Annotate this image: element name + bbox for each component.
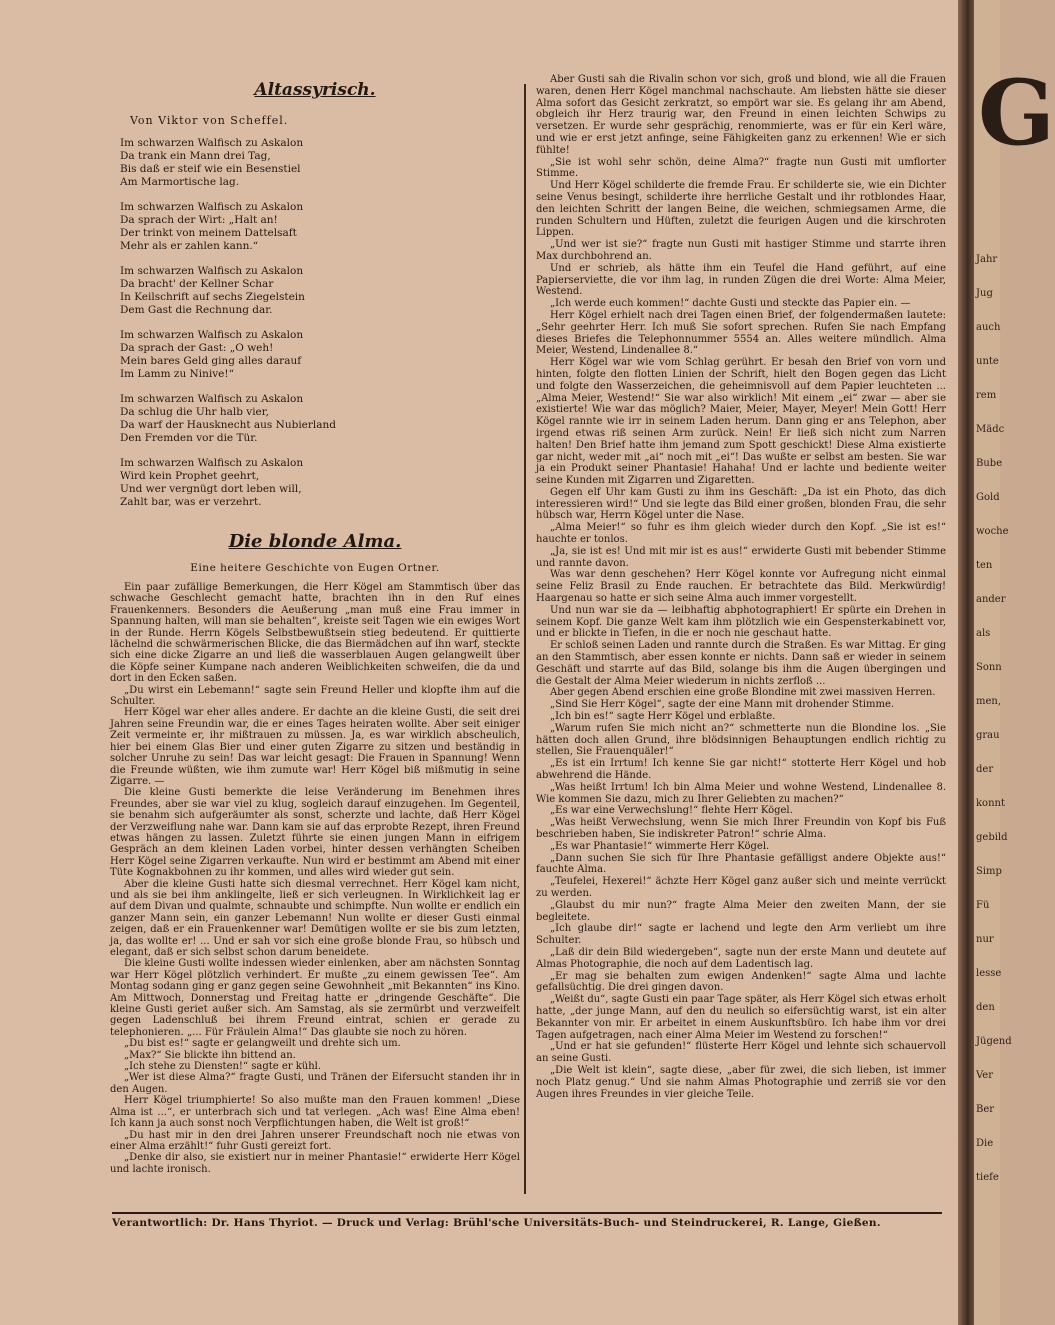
poem-line: Da schlug die Uhr halb vier, xyxy=(120,406,269,418)
adjacent-page-fragment: Sonn xyxy=(976,662,1002,673)
poem-line: Mein bares Geld ging alles darauf xyxy=(120,355,302,367)
adjacent-page-fragment: grau xyxy=(976,730,1000,741)
poem-line: Da bracht' der Kellner Schar xyxy=(120,278,274,290)
adjacent-page-fragment: konnt xyxy=(976,798,1005,809)
adjacent-page-fragment: Gold xyxy=(976,492,1000,503)
story-paragraph: Herr Kögel war wie vom Schlag gerührt. Er besah den Brief von vorn und hinten, folgte den flotten Linien der Schrift, hielt den Bogen gegen das Licht und folgte den Wasserzeichen, die geheimnisvoll auf dem Papier leuchteten ... „Alma Meier, Westend!“ Sie war also wirklich! Mit einem „ei“ zwar — aber sie existierte! Wie war das möglich? Maier, Meier, Mayer, Meyer! Mein Gott! Herr Kögel rannte wie irr in seinem Laden herum. Dann ging er ans Telephon, aber irgend etwas riß seinen Arm zurück. Nein! Er ließ sich nicht zum Narren halten! Den Brief hatte ihm jemand zum Spott geschickt! Diese Alma existierte gar nicht, weder mit „ai“ noch mit „ei“! Das wußte er selbst am besten. Sie war ja ein Produkt seiner Phantasie! Hahaha! Und er lachte und bediente weiter seine Kunden mit Zigarren und Zigaretten. xyxy=(536,357,946,487)
adjacent-page-edge xyxy=(974,0,1055,1325)
story-paragraph: „Alma Meier!“ so fuhr es ihm gleich wieder durch den Kopf. „Sie ist es!“ hauchte er tonlos. xyxy=(536,522,946,546)
story-paragraph: „Du hast mir in den drei Jahren unserer Freundschaft noch nie etwas von einer Alma erzählt!“ fuhr Gusti gereizt fort. xyxy=(110,1129,520,1152)
adjacent-page-fragment: gebild xyxy=(976,832,1008,843)
poem-line: Zahlt bar, was er verzehrt. xyxy=(120,496,262,508)
story-paragraph: „Ich bin es!“ sagte Herr Kögel und erblaßte. xyxy=(550,711,776,723)
story-paragraph: „Laß dir dein Bild wiedergeben“, sagte nun der erste Mann und deutete auf Almas Photographie, die noch auf dem Ladentisch lag. xyxy=(536,946,946,970)
poem-line: Bis daß er steif wie ein Besenstiel xyxy=(120,163,301,175)
poem-line: Da sprach der Gast: „O weh! xyxy=(120,342,274,354)
adjacent-page-fragment: nur xyxy=(976,934,994,945)
story-paragraph: „Ja, sie ist es! Und mit mir ist es aus!“ erwiderte Gusti mit bebender Stimme und rannte davon. xyxy=(536,545,946,569)
poem-stanza xyxy=(110,265,520,317)
story-paragraph: „Und wer ist sie?“ fragte nun Gusti mit hastiger Stimme und starrte ihren Max durchbohrend an. xyxy=(536,239,946,262)
story-subtitle: Eine heitere Geschichte von Eugen Ortner. xyxy=(190,562,440,574)
adjacent-page-fragment: ander xyxy=(976,594,1006,605)
story-paragraph: Aber Gusti sah die Rivalin schon vor sich, groß und blond, wie all die Frauen waren, denen Herr Kögel manchmal nachschaute. Am liebsten hätte sie dieser Alma sofort das Gesicht zerkratzt, so empört war sie. Es gelang ihr am Abend, obgleich ihr Herz traurig war, den Freund in einen leichten Schwips zu versetzen. Er wurde sehr gesprächig, renommierte, was er für ein Kerl wäre, und wie er erst jetzt anfinge, seine Fähigkeiten ganz zu erkennen! Wie er sich fühlte! xyxy=(536,74,946,156)
adjacent-page-fragment: Ver xyxy=(976,1070,994,1081)
story-paragraph: Er schloß seinen Laden und rannte durch die Straßen. Es war Mittag. Er ging an den Stammtisch, aber essen konnte er nichts. Dann saß er wieder in seinem Geschäft und starrte auf das Bild, solange bis ihm die Augen übergingen und die Gestalt der Alma Meier wiederum in nichts zerfloß ... xyxy=(536,640,947,687)
poem-stanza xyxy=(110,201,520,253)
adjacent-page-fragment: Mädc xyxy=(976,424,1005,435)
adjacent-page-fragment: men, xyxy=(976,696,1002,707)
adjacent-page-letter: G xyxy=(978,60,1055,166)
adjacent-page-fragment: als xyxy=(976,628,991,639)
story-paragraph: „Sie ist wohl sehr schön, deine Alma?“ fragte nun Gusti mit umflorter Stimme. xyxy=(536,156,946,180)
story-paragraph: „Du wirst ein Lebemann!“ sagte sein Freund Heller und klopfte ihm auf die Schulter. xyxy=(110,684,520,708)
adjacent-page-fragment: unte xyxy=(976,356,999,367)
story-paragraph: „Ich glaube dir!“ sagte er lachend und legte den Arm verliebt um ihre Schulter. xyxy=(536,923,946,947)
adjacent-page-fragment: woche xyxy=(976,526,1009,537)
poem-line: Im schwarzen Walfisch zu Askalon xyxy=(120,137,304,149)
story-text-right xyxy=(536,74,946,1100)
story-paragraph: Aber die kleine Gusti hatte sich diesmal verrechnet. Herr Kögel kam nicht, und als sie bei ihm anklingelte, ließ er sich verleugnen. In Wirklichkeit lag er auf dem Divan und qualmte, schnaubte und schimpfte. Nun wollte er endlich ein ganzer Mann sein, ein ganzer Lebemann! Nun wollte er dieser Gusti einmal zeigen, daß er ein Frauenkenner war! Demütigen wollte er sie bis zum letzten, ja, das wollte er! ... Und er sah vor sich eine große blonde Frau, so hübsch und elegant, daß er sich selbst schon darum beneidete. xyxy=(110,878,520,958)
story-paragraph: „Wer ist diese Alma?“ fragte Gusti, und Tränen der Eifersucht standen ihr in den Augen. xyxy=(110,1072,520,1095)
adjacent-page-fragment: Fü xyxy=(976,900,990,911)
adjacent-page-fragment: Die xyxy=(976,1138,994,1149)
poem-line: Den Fremden vor die Tür. xyxy=(120,432,258,444)
poem-line: Dem Gast die Rechnung dar. xyxy=(120,304,273,316)
story-paragraph: Die kleine Gusti wollte indessen wieder einlenken, aber am nächsten Sonntag war Herr Kögel plötzlich verhindert. Er mußte „zu einem gewissen Tee“. Am Montag sodann ging er ganz gegen seine Gewohnheit „mit Bekannten“ ins Kino. Am Mittwoch, Donnerstag und Freitag hatte er „dringende Geschäfte“. Die kleine Gusti geriet außer sich. Am Samstag, als sie zermürbt und verzweifelt gegen Ladenschluß bei ihrem Freund eintrat, schien er gerade zu telephonieren. „... Für Fräulein Alma!“ Das glaubte sie noch zu hören. xyxy=(110,958,521,1038)
story-paragraph: „Die Welt ist klein“, sagte diese, „aber für zwei, die sich lieben, ist immer noch Platz genug.“ Und sie nahm Almas Photographie und zerriß sie vor den Augen ihres Freundes in vier gleiche Teile. xyxy=(536,1064,946,1100)
story-paragraph: „Weißt du“, sagte Gusti ein paar Tage später, als Herr Kögel sich etwas erholt hatte, „der junge Mann, auf den du neulich so eifersüchtig warst, ist ein alter Bekannter von mir. Er arbeitet in einem Auskunftsbüro. Ich habe ihm vor drei Tagen aufgetragen, nach einer Alma Meier im Westend zu forschen!“ xyxy=(536,994,946,1041)
story-paragraph: „Denke dir also, sie existiert nur in meiner Phantasie!“ erwiderte Herr Kögel und lachte ironisch. xyxy=(110,1152,520,1175)
adjacent-page-fragment: Simp xyxy=(976,866,1002,877)
story-paragraph: Und er schrieb, als hätte ihm ein Teufel die Hand geführt, auf eine Papierserviette, die vor ihm lag, in runden Zügen die drei Worte: Alma Meier, Westend. xyxy=(536,262,946,298)
story-paragraph: Herr Kögel erhielt nach drei Tagen einen Brief, der folgendermaßen lautete: „Sehr geehrter Herr. Ich muß Sie sofort sprechen. Rufen Sie nach Empfang dieses Briefes die Telephonnummer 5554 an. Alles weitere mündlich. Alma Meier, Westend, Lindenallee 8.“ xyxy=(536,309,946,357)
story-paragraph: Herr Kögel war eher alles andere. Er dachte an die kleine Gusti, die seit drei Jahren seine Freundin war, die er eines Tages heiraten wollte. Aber seit einiger Zeit vermeinte er, ihr mißtrauen zu müssen. Ja, es war wirklich abscheulich, hier bei einem Glas Bier und einer guten Zigarre zu sitzen und beständig in solcher Unruhe zu sein! Das war leicht gesagt: Die Frauen in Spannung! Wenn die Freunde wüßten, wie ihm zumute war! Herr Kögel biß mißmutig in seine Zigarre. — xyxy=(110,707,520,787)
story-paragraph: „Und er hat sie gefunden!“ flüsterte Herr Kögel und lehnte sich schauervoll an seine Gusti. xyxy=(536,1041,946,1065)
right-column xyxy=(536,74,946,1100)
poem-stanza xyxy=(110,393,520,445)
story-paragraph: „Dann suchen Sie sich für Ihre Phantasie gefälligst andere Objekte aus!“ fauchte Alma. xyxy=(536,852,946,876)
adjacent-page-fragment: Ber xyxy=(976,1104,995,1115)
adjacent-page-fragment: Jügend xyxy=(976,1036,1012,1047)
adjacent-page-fragment: den xyxy=(976,1002,995,1013)
poem-line: Und wer vergnügt dort leben will, xyxy=(120,483,302,495)
story-paragraph: „Ich stehe zu Diensten!“ sagte er kühl. xyxy=(124,1061,322,1073)
poem-line: Da warf der Hausknecht aus Nubierland xyxy=(120,419,337,431)
story-paragraph: Was war denn geschehen? Herr Kögel konnte vor Aufregung nicht einmal seine Feliz Brasil zu Ende rauchen. Er betrachtete das Bild. Merkwürdig! Haargenau so hatte er sich seine Alma auch immer vorgestellt. xyxy=(536,569,946,605)
story-paragraph: „Max?“ Sie blickte ihn bittend an. xyxy=(124,1049,296,1061)
adjacent-page-fragment: rem xyxy=(976,390,997,401)
story-text-left xyxy=(110,582,520,1175)
adjacent-page-fragment: tiefe xyxy=(976,1172,999,1183)
adjacent-page-fragment: Bube xyxy=(976,458,1003,469)
story-paragraph: Und nun war sie da — leibhaftig abphotographiert! Er spürte ein Drehen in seinem Kopf. Die ganze Welt kam ihm plötzlich wie ein Gespensterkabinett vor, und er blickte in Tiefen, in die er noch nie geschaut hatte. xyxy=(536,604,946,640)
story-paragraph: „Was heißt Verwechslung, wenn Sie mich Ihrer Freundin von Kopf bis Fuß beschrieben haben, Sie indiskreter Patron!“ schrie Alma. xyxy=(536,817,946,840)
poem-stanza xyxy=(110,457,520,509)
poem-stanza xyxy=(110,137,520,189)
adjacent-page-fragment: der xyxy=(976,764,994,775)
story-paragraph: „Es ist ein Irrtum! Ich kenne Sie gar nicht!“ stotterte Herr Kögel und hob abwehrend die Hände. xyxy=(536,758,946,782)
story-title: Die blonde Alma. xyxy=(228,531,402,552)
poem-line: Da sprach der Wirt: „Halt an! xyxy=(120,214,278,226)
poem-line: Mehr als er zahlen kann.“ xyxy=(120,240,259,252)
adjacent-page-fragment: ten xyxy=(976,560,993,571)
left-column xyxy=(110,74,520,1175)
story-paragraph: „Sind Sie Herr Kögel“, sagte der eine Mann mit drohender Stimme. xyxy=(550,699,895,711)
poem-line: Im schwarzen Walfisch zu Askalon xyxy=(120,201,304,213)
poem-stanzas xyxy=(110,137,520,509)
poem-line: Im schwarzen Walfisch zu Askalon xyxy=(120,329,304,341)
imprint-footer: Verantwortlich: Dr. Hans Thyriot. — Druck und Verlag: Brühl'sche Universitäts-Buch- und Steindruckerei, R. Lange, Gießen. xyxy=(112,1212,942,1229)
adjacent-page-fragment: lesse xyxy=(976,968,1002,979)
book-spine xyxy=(958,0,974,1325)
adjacent-page-fragment: Jahr xyxy=(976,254,998,265)
poem-line: Wird kein Prophet geehrt, xyxy=(120,470,260,482)
story-paragraph: Gegen elf Uhr kam Gusti zu ihm ins Geschäft: „Da ist ein Photo, das dich interessieren wird!“ Und sie legte das Bild einer großen, blonden Frau, die sehr hübsch war, Herrn Kögel unter die Nase. xyxy=(536,486,946,522)
story-paragraph: „Was heißt Irrtum! Ich bin Alma Meier und wohne Westend, Lindenallee 8. Wie kommen Sie dazu, mich zu Ihrer Geliebten zu machen?“ xyxy=(536,781,946,805)
poem-line: Im schwarzen Walfisch zu Askalon xyxy=(120,457,304,469)
story-paragraph: „Es war Phantasie!“ wimmerte Herr Kögel. xyxy=(550,840,770,852)
story-paragraph: „Du bist es!“ sagte er gelangweilt und drehte sich um. xyxy=(124,1038,401,1050)
poem-author: Von Viktor von Scheffel. xyxy=(130,114,289,127)
poem-title: Altassyrisch. xyxy=(254,80,376,100)
story-paragraph: „Es war eine Verwechslung!“ flehte Herr Kögel. xyxy=(550,805,793,817)
story-paragraph: Herr Kögel triumphierte! So also mußte man den Frauen kommen! „Diese Alma ist ...“, er unterbrach sich und tat verlegen. „Ach was! Eine Alma eben! Ich kann ja auch sonst noch Verpflichtungen haben, die Welt ist groß!“ xyxy=(110,1095,520,1130)
story-paragraph: „Warum rufen Sie mich nicht an?“ schmetterte nun die Blondine los. „Sie hätten doch allen Grund, ihre blödsinnigen Behauptungen endlich richtig zu stellen, Sie Frauenquäler!“ xyxy=(536,722,946,758)
story-paragraph: Die kleine Gusti bemerkte die leise Veränderung im Benehmen ihres Freundes, aber sie war viel zu klug, sogleich darauf einzugehen. Im Gegenteil, sie benahm sich aufgeräumter als sonst, scherzte und lachte, daß Herr Kögel der Verzweiflung nahe war. Dann kam sie auf das erprobte Rezept, ihren Freund etwas hängen zu lassen. Zuletzt führte sie einen jungen Mann in eifrigem Gespräch an dem kleinen Laden vorbei, hinter dessen verhängten Scheiben Herr Kögel seine Zigarren verkaufte. Nun wird er bestimmt am Abend mit einer Tüte Kognakbohnen zu ihr kommen, und alles wird wieder gut sein. xyxy=(110,787,520,879)
adjacent-page-fragment: auch xyxy=(976,322,1001,333)
story-paragraph: „Er mag sie behalten zum ewigen Andenken!“ sagte Alma und lachte gefallsüchtig. Die drei gingen davon. xyxy=(536,970,946,994)
poem-line: Im schwarzen Walfisch zu Askalon xyxy=(120,393,304,405)
story-paragraph: Aber gegen Abend erschien eine große Blondine mit zwei massiven Herren. xyxy=(550,687,936,699)
poem-line: Am Marmortische lag. xyxy=(120,176,240,188)
poem-line: Im schwarzen Walfisch zu Askalon xyxy=(120,265,304,277)
story-paragraph: „Ich werde euch kommen!“ dachte Gusti und steckte das Papier ein. — xyxy=(550,298,911,310)
poem-line: Da trank ein Mann drei Tag, xyxy=(120,150,271,162)
column-divider xyxy=(524,84,526,1194)
story-paragraph: „Teufelei, Hexerei!“ ächzte Herr Kögel ganz außer sich und meinte verrückt zu werden. xyxy=(536,876,946,899)
story-paragraph: Und Herr Kögel schilderte die fremde Frau. Er schilderte sie, wie ein Dichter seine Venus besingt, schilderte ihre herrliche Gestalt und ihr rotblondes Haar, den leichten Schritt der langen Beine, die weichen, schmiegsamen Arme, die runden Schultern und Hüften, zuletzt die feurigen Augen und die kirschroten Lippen. xyxy=(536,180,946,239)
adjacent-page-fragment: Jug xyxy=(976,288,993,299)
poem-line: Der trinkt von meinem Dattelsaft xyxy=(120,227,297,239)
poem-line: In Keilschrift auf sechs Ziegelstein xyxy=(120,291,305,303)
story-paragraph: „Glaubst du mir nun?“ fragte Alma Meier den zweiten Mann, der sie begleitete. xyxy=(536,899,946,923)
poem-line: Im Lamm zu Ninive!“ xyxy=(120,368,234,380)
poem-stanza xyxy=(110,329,520,381)
story-paragraph: Ein paar zufällige Bemerkungen, die Herr Kögel am Stammtisch über das schwache Geschlecht gemacht hatte, brachten ihn in den Ruf eines Frauenkenners. Besonders die Aeußerung „man muß eine Frau immer in Spannung halten, will man sie behalten“, kreiste seit Tagen wie ein ewiges Wort in der Runde. Herrn Kögels Selbstbewußtsein stieg bedeutend. Er quittierte lächelnd die schwärmerischen Blicke, die das Biermädchen auf ihn warf, steckte sich eine dicke Zigarre an und ließ die wasserblauen Augen gelangweilt über die Köpfe seiner Kumpane nach anderen Weiblichkeiten schweifen, die da und dort in den Ecken saßen. xyxy=(110,582,520,685)
